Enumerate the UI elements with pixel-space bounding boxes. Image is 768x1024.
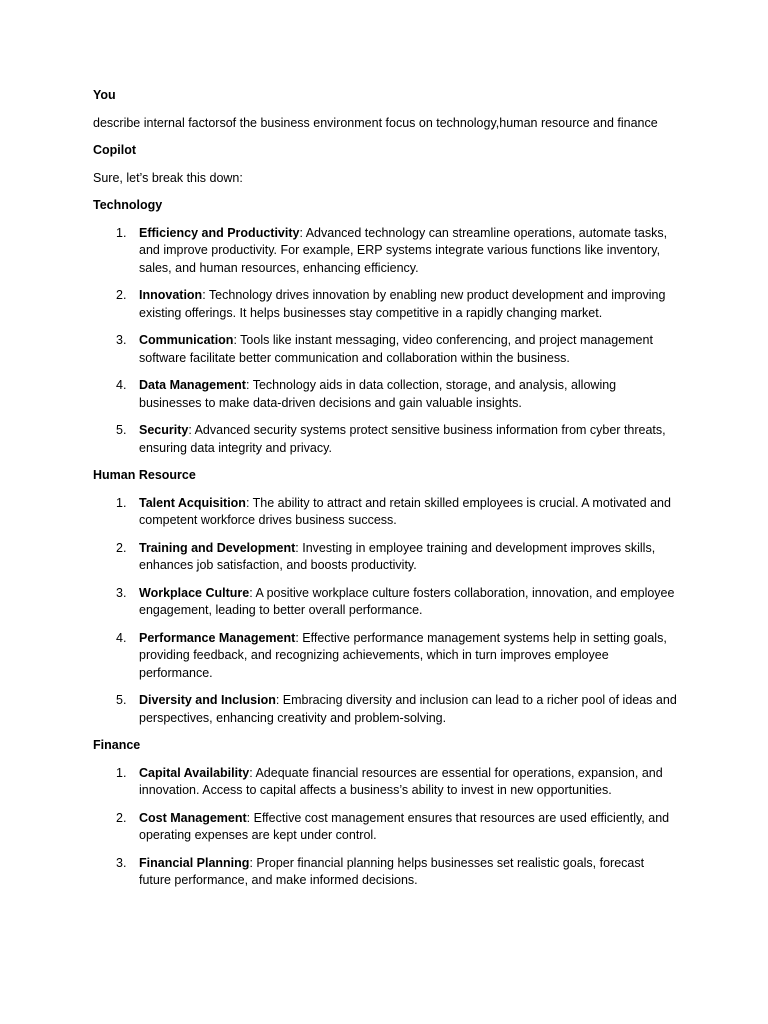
list-number: 5. (116, 693, 127, 707)
item-title: Performance Management (139, 630, 296, 645)
item-title: Workplace Culture (139, 585, 250, 600)
item-text: : Technology drives innovation by enabling new product development and improving existing offerings. It helps businesses stay competitive in a rapidly changing market. (139, 288, 666, 320)
user-speaker-label: You (93, 88, 116, 102)
item-title: Data Management (139, 378, 246, 392)
item-text: : Technology aids in data collection, storage, and analysis, allowing businesses to make data-driven decisions and gain valuable insights. (139, 378, 617, 410)
list-number: 3. (116, 585, 127, 600)
item-title: Cost Management (139, 810, 247, 825)
list-item (93, 585, 678, 620)
assistant-intro: Sure, let’s break this down: (93, 170, 243, 185)
list-item (93, 765, 678, 800)
list-number: 1. (116, 765, 127, 780)
list-number: 2. (116, 540, 127, 555)
list-item (93, 287, 678, 322)
list-item (93, 495, 678, 530)
list-item (93, 225, 678, 278)
item-title: Diversity and Inclusion (139, 693, 276, 707)
item-text: : Effective performance management systems help in setting goals, providing feedback, and recognizing achievements, which in turn improves employee performance. (139, 630, 667, 680)
item-text: : Advanced security systems protect sensitive business information from cyber threats, ensuring data integrity and privacy. (139, 423, 666, 455)
item-text: : Advanced technology can streamline operations, automate tasks, and improve productivity. For example, ERP systems integrate various functions like inventory, sales, and human resources, enhancing efficiency. (139, 225, 668, 275)
list-number: 4. (116, 378, 127, 392)
list-number: 3. (116, 855, 127, 870)
item-title: Talent Acquisition (139, 495, 246, 510)
user-message: describe internal factorsof the business environment focus on technology,human resource and finance (93, 115, 658, 130)
list-number: 2. (116, 288, 127, 302)
item-text: : Proper financial planning helps businesses set realistic goals, forecast future performance, and make informed decisions. (139, 855, 645, 887)
item-text: : Tools like instant messaging, video conferencing, and project management software facilitate better communication and collaboration within the business. (139, 333, 653, 365)
item-text: : The ability to attract and retain skilled employees is crucial. A motivated and competent workforce drives business success. (139, 495, 671, 527)
item-title: Communication (139, 333, 234, 347)
list-item (93, 810, 678, 845)
list-number: 1. (116, 495, 127, 510)
list-item (93, 692, 678, 727)
item-text: : Adequate financial resources are essential for operations, expansion, and innovation. Access to capital affects a business’s ability to invest in new opportunities. (139, 765, 663, 797)
list-item (93, 630, 678, 683)
item-title: Capital Availability (139, 765, 250, 780)
list-item (93, 377, 678, 412)
item-text: : Embracing diversity and inclusion can lead to a richer pool of ideas and perspectives, enhancing creativity and problem-solving. (139, 693, 677, 725)
list-item (93, 855, 678, 890)
item-title: Innovation (139, 288, 203, 302)
list-item (93, 422, 678, 457)
list-number: 4. (116, 630, 127, 645)
human-resource-list (93, 495, 678, 728)
item-title: Training and Development (139, 540, 296, 555)
item-title: Efficiency and Productivity (139, 225, 300, 240)
finance-list (93, 765, 678, 890)
list-number: 3. (116, 333, 127, 347)
section-heading-human-resource: Human Resource (93, 468, 196, 482)
item-text: : Effective cost management ensures that resources are used efficiently, and operating expenses are kept under control. (139, 810, 670, 842)
item-title: Financial Planning (139, 855, 250, 870)
section-heading-technology: Technology (93, 198, 163, 212)
technology-list (93, 225, 678, 458)
item-title: Security (139, 423, 189, 437)
list-item (93, 540, 678, 575)
list-number: 5. (116, 423, 127, 437)
item-text: : A positive workplace culture fosters collaboration, innovation, and employee engagement, leading to better overall performance. (139, 585, 675, 617)
section-heading-finance: Finance (93, 738, 141, 752)
document-page (93, 87, 678, 900)
list-number: 1. (116, 225, 127, 240)
list-number: 2. (116, 810, 127, 825)
item-text: : Investing in employee training and development improves skills, enhances job satisfaction, and boosts productivity. (139, 540, 656, 572)
list-item (93, 332, 678, 367)
assistant-speaker-label: Copilot (93, 143, 137, 157)
